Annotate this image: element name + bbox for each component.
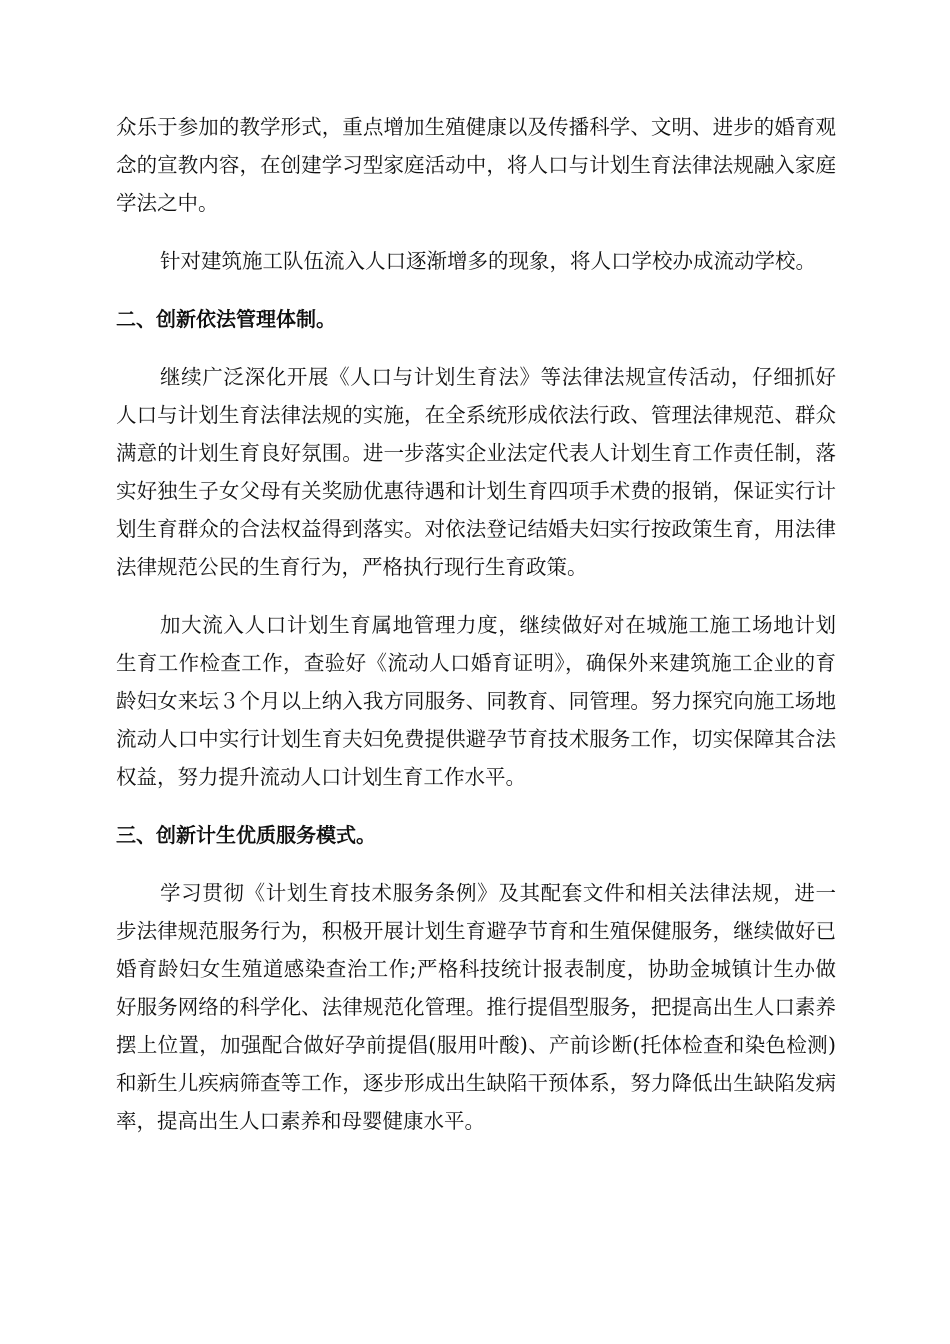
section-heading: 二、创新依法管理体制。 — [116, 307, 336, 331]
paragraph: 继续广泛深化开展《人口与计划生育法》等法律法规宣传活动，仔细抓好人口与计划生育法律法规的实施，在全系统形成依法行政、管理法律规范、群众满意的计划生育良好氛围。进一步落实企业法定代表人计划生育工作责任制，落实好独生子女父母有关奖励优惠待遇和计划生育四项手术费的报销，保证实行计划生育群众的合法权益得到落实。对依法登记结婚夫妇实行按政策生育，用法律法律规范公民的生育行为，严格执行现行生育政策。 — [116, 365, 836, 579]
paragraph: 学习贯彻《计划生育技术服务条例》及其配套文件和相关法律法规，进一步法律规范服务行为，积极开展计划生育避孕节育和生殖保健服务，继续做好已婚育龄妇女生殖道感染查治工作;严格科技统计报表制度，协助金城镇计生办做好服务网络的科学化、法律规范化管理。推行提倡型服务，把提高出生人口素养摆上位置，加强配合做好孕前提倡(服用叶酸)、产前诊断(托体检查和染色检测)和新生儿疾病筛查等工作，逐步形成出生缺陷干预体系，努力降低出生缺陷发病率，提高出生人口素养和母婴健康水平。 — [116, 881, 836, 1133]
paragraph: 加大流入人口计划生育属地管理力度，继续做好对在城施工施工场地计划生育工作检查工作，查验好《流动人口婚育证明》，确保外来建筑施工企业的育龄妇女来坛３个月以上纳入我方同服务、同教育、同管理。努力探究向施工场地流动人口中实行计划生育夫妇免费提供避孕节育技术服务工作，切实保障其合法权益，努力提升流动人口计划生育工作水平。 — [116, 613, 836, 789]
document-page — [116, 108, 836, 1140]
section-heading: 三、创新计生优质服务模式。 — [116, 823, 376, 847]
paragraph: 针对建筑施工队伍流入人口逐渐增多的现象，将人口学校办成流动学校。 — [160, 249, 816, 273]
paragraph: 众乐于参加的教学形式，重点增加生殖健康以及传播科学、文明、进步的婚育观念的宣教内容，在创建学习型家庭活动中，将人口与计划生育法律法规融入家庭学法之中。 — [116, 115, 836, 215]
